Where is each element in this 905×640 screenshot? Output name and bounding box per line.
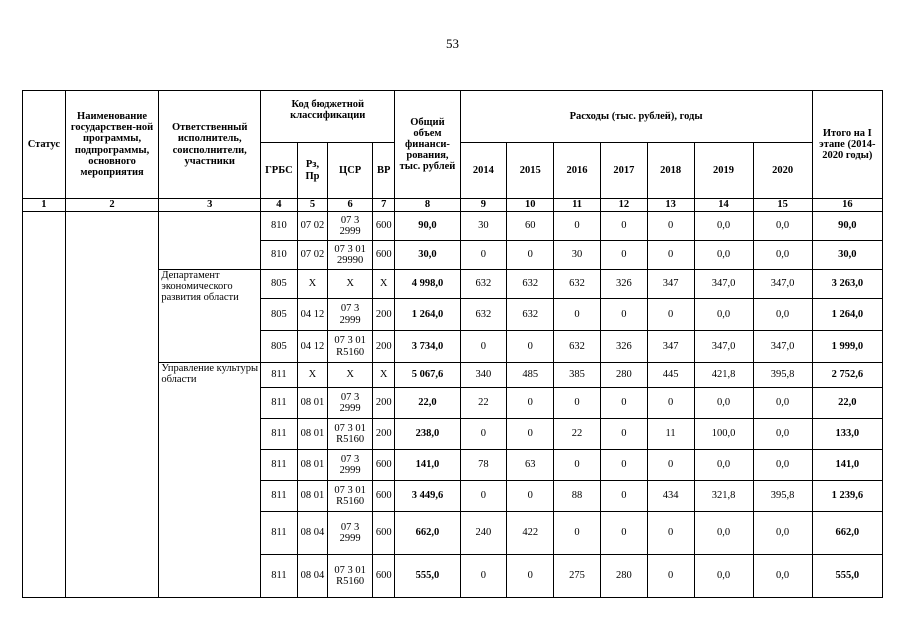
header-csr: ЦСР xyxy=(328,143,373,199)
year-value-cell: 347,0 xyxy=(753,270,812,299)
col-number: 2 xyxy=(65,199,159,212)
executor-cell-blank xyxy=(159,212,261,270)
grbs-cell: 811 xyxy=(261,555,298,598)
grbs-cell: 811 xyxy=(261,388,298,419)
year-value-cell: 0,0 xyxy=(694,388,753,419)
header-year: 2014 xyxy=(460,143,507,199)
header-total-funding: Общий объем финанси-рования, тыс. рублей xyxy=(395,91,460,199)
year-value-cell: 0 xyxy=(554,212,601,241)
vr-cell: 200 xyxy=(373,419,395,450)
header-expenses: Расходы (тыс. рублей), годы xyxy=(460,91,812,143)
year-value-cell: 0,0 xyxy=(753,512,812,555)
col-number: 11 xyxy=(554,199,601,212)
header-year: 2015 xyxy=(507,143,554,199)
header-executor: Ответственный исполнитель, соисполнители, участники xyxy=(159,91,261,199)
total-funding-cell: 141,0 xyxy=(395,450,460,481)
year-value-cell: 632 xyxy=(507,299,554,331)
grbs-cell: 810 xyxy=(261,212,298,241)
year-value-cell: 0 xyxy=(507,331,554,363)
rzpr-cell: 08 01 xyxy=(297,450,328,481)
year-value-cell: 0 xyxy=(600,299,647,331)
vr-cell: 200 xyxy=(373,331,395,363)
grbs-cell: 810 xyxy=(261,241,298,270)
stage-total-cell: 662,0 xyxy=(812,512,882,555)
executor-cell: Департамент экономического развития области xyxy=(159,270,261,363)
col-number: 14 xyxy=(694,199,753,212)
rzpr-cell: 04 12 xyxy=(297,331,328,363)
grbs-cell: 811 xyxy=(261,363,298,388)
header-total-stage: Итого на I этапе (2014-2020 годы) xyxy=(812,91,882,199)
year-value-cell: 0 xyxy=(460,481,507,512)
total-funding-cell: 4 998,0 xyxy=(395,270,460,299)
table-row xyxy=(23,212,883,241)
grbs-cell: 811 xyxy=(261,419,298,450)
header-budget-code: Код бюджетной классификации xyxy=(261,91,395,143)
year-value-cell: 0 xyxy=(507,241,554,270)
year-value-cell: 0 xyxy=(554,512,601,555)
vr-cell: Х xyxy=(373,363,395,388)
year-value-cell: 0,0 xyxy=(694,450,753,481)
stage-total-cell: 1 999,0 xyxy=(812,331,882,363)
year-value-cell: 632 xyxy=(554,331,601,363)
header-name: Наименование государствен-ной программы, подпрограммы, основного мероприятия xyxy=(65,91,159,199)
grbs-cell: 805 xyxy=(261,331,298,363)
col-number: 1 xyxy=(23,199,66,212)
header-vr: ВР xyxy=(373,143,395,199)
year-value-cell: 0 xyxy=(647,299,694,331)
year-value-cell: 275 xyxy=(554,555,601,598)
year-value-cell: 240 xyxy=(460,512,507,555)
page-number: 53 xyxy=(446,36,459,51)
year-value-cell: 0 xyxy=(460,419,507,450)
year-value-cell: 0 xyxy=(600,419,647,450)
rzpr-cell: 08 04 xyxy=(297,512,328,555)
year-value-cell: 0 xyxy=(460,331,507,363)
total-funding-cell: 22,0 xyxy=(395,388,460,419)
col-number: 3 xyxy=(159,199,261,212)
year-value-cell: 0 xyxy=(600,388,647,419)
grbs-cell: 805 xyxy=(261,270,298,299)
col-number: 12 xyxy=(600,199,647,212)
year-value-cell: 0 xyxy=(600,512,647,555)
year-value-cell: 11 xyxy=(647,419,694,450)
vr-cell: 200 xyxy=(373,299,395,331)
rzpr-cell: 08 01 xyxy=(297,419,328,450)
rzpr-cell: Х xyxy=(297,363,328,388)
rzpr-cell: Х xyxy=(297,270,328,299)
year-value-cell: 632 xyxy=(460,299,507,331)
year-value-cell: 0,0 xyxy=(753,555,812,598)
col-number: 8 xyxy=(395,199,460,212)
year-value-cell: 422 xyxy=(507,512,554,555)
rzpr-cell: 07 02 xyxy=(297,212,328,241)
vr-cell: 600 xyxy=(373,481,395,512)
header-year: 2018 xyxy=(647,143,694,199)
year-value-cell: 88 xyxy=(554,481,601,512)
year-value-cell: 280 xyxy=(600,363,647,388)
total-funding-cell: 90,0 xyxy=(395,212,460,241)
vr-cell: 600 xyxy=(373,512,395,555)
year-value-cell: 485 xyxy=(507,363,554,388)
header-status: Статус xyxy=(23,91,66,199)
year-value-cell: 280 xyxy=(600,555,647,598)
year-value-cell: 0 xyxy=(554,388,601,419)
rzpr-cell: 04 12 xyxy=(297,299,328,331)
year-value-cell: 0 xyxy=(507,555,554,598)
total-funding-cell: 662,0 xyxy=(395,512,460,555)
year-value-cell: 347,0 xyxy=(694,270,753,299)
col-number: 5 xyxy=(297,199,328,212)
year-value-cell: 0,0 xyxy=(753,419,812,450)
csr-cell: 07 3 2999 xyxy=(328,512,373,555)
year-value-cell: 347,0 xyxy=(753,331,812,363)
executor-cell: Управление культуры области xyxy=(159,363,261,598)
vr-cell: Х xyxy=(373,270,395,299)
year-value-cell: 30 xyxy=(460,212,507,241)
col-number: 6 xyxy=(328,199,373,212)
csr-cell: 07 3 2999 xyxy=(328,450,373,481)
rzpr-cell: 07 02 xyxy=(297,241,328,270)
year-value-cell: 30 xyxy=(554,241,601,270)
year-value-cell: 340 xyxy=(460,363,507,388)
year-value-cell: 100,0 xyxy=(694,419,753,450)
year-value-cell: 78 xyxy=(460,450,507,481)
header-year: 2019 xyxy=(694,143,753,199)
year-value-cell: 0,0 xyxy=(753,299,812,331)
header-year: 2016 xyxy=(554,143,601,199)
year-value-cell: 22 xyxy=(554,419,601,450)
year-value-cell: 326 xyxy=(600,331,647,363)
col-number: 7 xyxy=(373,199,395,212)
col-number: 16 xyxy=(812,199,882,212)
header-grbs: ГРБС xyxy=(261,143,298,199)
budget-table xyxy=(22,90,883,598)
total-funding-cell: 555,0 xyxy=(395,555,460,598)
year-value-cell: 0 xyxy=(507,419,554,450)
year-value-cell: 0,0 xyxy=(694,241,753,270)
vr-cell: 600 xyxy=(373,241,395,270)
stage-total-cell: 2 752,6 xyxy=(812,363,882,388)
grbs-cell: 805 xyxy=(261,299,298,331)
year-value-cell: 421,8 xyxy=(694,363,753,388)
vr-cell: 600 xyxy=(373,450,395,481)
header-year: 2017 xyxy=(600,143,647,199)
stage-total-cell: 141,0 xyxy=(812,450,882,481)
total-funding-cell: 238,0 xyxy=(395,419,460,450)
year-value-cell: 60 xyxy=(507,212,554,241)
year-value-cell: 0 xyxy=(647,450,694,481)
csr-cell: Х xyxy=(328,363,373,388)
year-value-cell: 0 xyxy=(600,450,647,481)
rzpr-cell: 08 04 xyxy=(297,555,328,598)
header-year: 2020 xyxy=(753,143,812,199)
year-value-cell: 434 xyxy=(647,481,694,512)
year-value-cell: 0 xyxy=(460,555,507,598)
year-value-cell: 0 xyxy=(554,450,601,481)
stage-total-cell: 1 239,6 xyxy=(812,481,882,512)
year-value-cell: 632 xyxy=(460,270,507,299)
vr-cell: 200 xyxy=(373,388,395,419)
year-value-cell: 321,8 xyxy=(694,481,753,512)
csr-cell: 07 3 2999 xyxy=(328,388,373,419)
csr-cell: Х xyxy=(328,270,373,299)
csr-cell: 07 3 2999 xyxy=(328,299,373,331)
year-value-cell: 0 xyxy=(600,212,647,241)
year-value-cell: 347 xyxy=(647,331,694,363)
year-value-cell: 0 xyxy=(507,481,554,512)
col-number: 13 xyxy=(647,199,694,212)
year-value-cell: 0,0 xyxy=(753,450,812,481)
stage-total-cell: 3 263,0 xyxy=(812,270,882,299)
status-cell xyxy=(23,212,66,598)
year-value-cell: 0,0 xyxy=(694,299,753,331)
year-value-cell: 395,8 xyxy=(753,363,812,388)
year-value-cell: 385 xyxy=(554,363,601,388)
year-value-cell: 0 xyxy=(647,555,694,598)
year-value-cell: 63 xyxy=(507,450,554,481)
year-value-cell: 0 xyxy=(647,212,694,241)
year-value-cell: 347,0 xyxy=(694,331,753,363)
header-rzpr: Рз, Пр xyxy=(297,143,328,199)
csr-cell: 07 3 01 R5160 xyxy=(328,331,373,363)
year-value-cell: 0,0 xyxy=(753,388,812,419)
table-body xyxy=(23,212,883,598)
csr-cell: 07 3 01 R5160 xyxy=(328,481,373,512)
total-funding-cell: 30,0 xyxy=(395,241,460,270)
year-value-cell: 0 xyxy=(554,299,601,331)
year-value-cell: 0,0 xyxy=(694,512,753,555)
col-number: 9 xyxy=(460,199,507,212)
year-value-cell: 395,8 xyxy=(753,481,812,512)
csr-cell: 07 3 01 29990 xyxy=(328,241,373,270)
stage-total-cell: 90,0 xyxy=(812,212,882,241)
col-number: 4 xyxy=(261,199,298,212)
total-funding-cell: 3 449,6 xyxy=(395,481,460,512)
col-number: 15 xyxy=(753,199,812,212)
year-value-cell: 326 xyxy=(600,270,647,299)
stage-total-cell: 1 264,0 xyxy=(812,299,882,331)
year-value-cell: 0 xyxy=(600,241,647,270)
column-numbers-row xyxy=(23,199,883,212)
csr-cell: 07 3 2999 xyxy=(328,212,373,241)
total-funding-cell: 1 264,0 xyxy=(395,299,460,331)
year-value-cell: 0 xyxy=(647,388,694,419)
csr-cell: 07 3 01 R5160 xyxy=(328,419,373,450)
year-value-cell: 632 xyxy=(507,270,554,299)
grbs-cell: 811 xyxy=(261,481,298,512)
year-value-cell: 0 xyxy=(647,241,694,270)
year-value-cell: 0 xyxy=(600,481,647,512)
csr-cell: 07 3 01 R5160 xyxy=(328,555,373,598)
year-value-cell: 0 xyxy=(507,388,554,419)
year-value-cell: 22 xyxy=(460,388,507,419)
rzpr-cell: 08 01 xyxy=(297,481,328,512)
year-value-cell: 0 xyxy=(460,241,507,270)
rzpr-cell: 08 01 xyxy=(297,388,328,419)
grbs-cell: 811 xyxy=(261,450,298,481)
total-funding-cell: 5 067,6 xyxy=(395,363,460,388)
year-value-cell: 0 xyxy=(647,512,694,555)
year-value-cell: 445 xyxy=(647,363,694,388)
year-value-cell: 0,0 xyxy=(694,555,753,598)
vr-cell: 600 xyxy=(373,212,395,241)
stage-total-cell: 133,0 xyxy=(812,419,882,450)
stage-total-cell: 555,0 xyxy=(812,555,882,598)
year-value-cell: 347 xyxy=(647,270,694,299)
year-value-cell: 0,0 xyxy=(753,241,812,270)
total-funding-cell: 3 734,0 xyxy=(395,331,460,363)
year-value-cell: 0,0 xyxy=(694,212,753,241)
stage-total-cell: 22,0 xyxy=(812,388,882,419)
year-value-cell: 632 xyxy=(554,270,601,299)
year-value-cell: 0,0 xyxy=(753,212,812,241)
grbs-cell: 811 xyxy=(261,512,298,555)
stage-total-cell: 30,0 xyxy=(812,241,882,270)
name-cell xyxy=(65,212,159,598)
vr-cell: 600 xyxy=(373,555,395,598)
col-number: 10 xyxy=(507,199,554,212)
